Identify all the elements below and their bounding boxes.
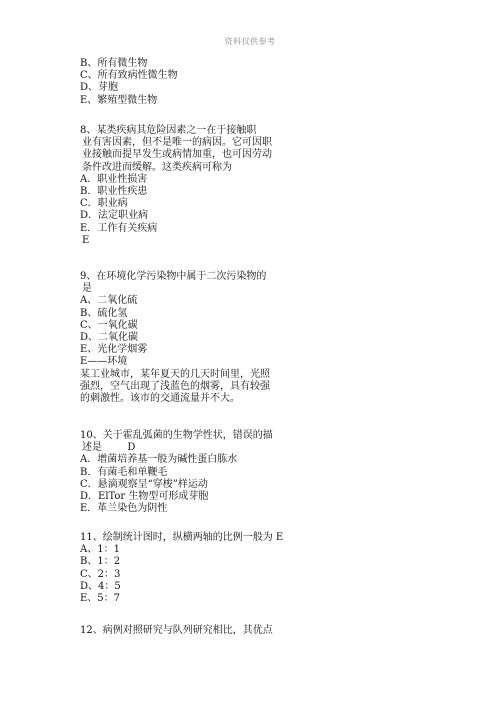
option-c: C、一氧化碳 [80,319,138,331]
page-header: 资料仅供参考 [224,37,276,46]
option-e: E．工作有关疾病 [80,222,158,234]
question-stem: 是 [82,283,92,295]
passage: 的刺激性。该市的交通流量并不大。 [80,393,240,405]
option-d: D．法定职业病 [80,210,149,222]
question-stem: 述是 D [82,442,136,454]
option-e: E、繁殖型微生物 [80,94,158,106]
option-e: E．革兰染色为阴性 [80,503,168,515]
option-c: C．职业病 [80,198,128,210]
answer: E [82,234,90,246]
option-b: B、硫化氢 [80,307,128,319]
question-stem: 业接触而提早发生或病情加重，也可因劳动 [82,149,272,161]
question-11 [80,532,440,605]
option-d: D．ElTor 生物型可形成芽胞 [80,491,209,503]
option-b: B、所有微生物 [80,58,148,69]
question-stem: 12、病例对照研究与队列研究相比，其优点 [80,625,273,636]
question-7-options [80,58,440,107]
option-b: B．有菌毛和单鞭毛 [80,466,168,478]
question-stem: 条件改进而缓解。这类疾病可称为 [82,161,232,173]
question-stem: 业有害因素，但不是唯一的病因。它可因职 [82,137,272,149]
option-c: C．悬滴观察呈“穿梭”样运动 [80,478,208,490]
option-d: D、二氧化碳 [80,332,139,344]
option-d: D、芽胞 [80,82,119,94]
question-stem: 9、在环境化学污染物中属于二次污染物的 [80,271,267,282]
option-a: A．增菌培养基一般为碱性蛋白胨水 [80,454,238,466]
option-b: B、1：2 [80,556,121,568]
question-12 [80,625,440,637]
passage: 强烈，空气出现了浅蓝色的烟雾，具有较强 [80,380,270,392]
option-e: E、5：7 [80,593,121,605]
option-d: D、4：5 [80,580,121,592]
option-e: E、光化学烟雾 [80,344,148,356]
question-stem: 11、绘制统计图时，纵横两轴的比例一般为 E [80,532,284,543]
question-stem: 10、关于霍乱弧菌的生物学性状，错误的描 [80,430,273,441]
question-9 [80,271,440,405]
passage: 某工业城市，某年夏天的几天时间里，光照 [80,368,270,380]
option-a: A．职业性损害 [80,173,148,185]
option-c: C、所有致病性微生物 [80,70,178,82]
answer: E——环境 [80,356,128,368]
option-b: B．职业性疾患 [80,186,148,198]
option-a: A、二氧化硫 [80,295,138,307]
option-c: C、2：3 [80,568,121,580]
question-8 [80,125,440,247]
question-10 [80,430,440,515]
question-stem: 8、某类疾病其危险因素之一在于接触职 [80,125,257,136]
option-a: A、1：1 [80,544,120,556]
